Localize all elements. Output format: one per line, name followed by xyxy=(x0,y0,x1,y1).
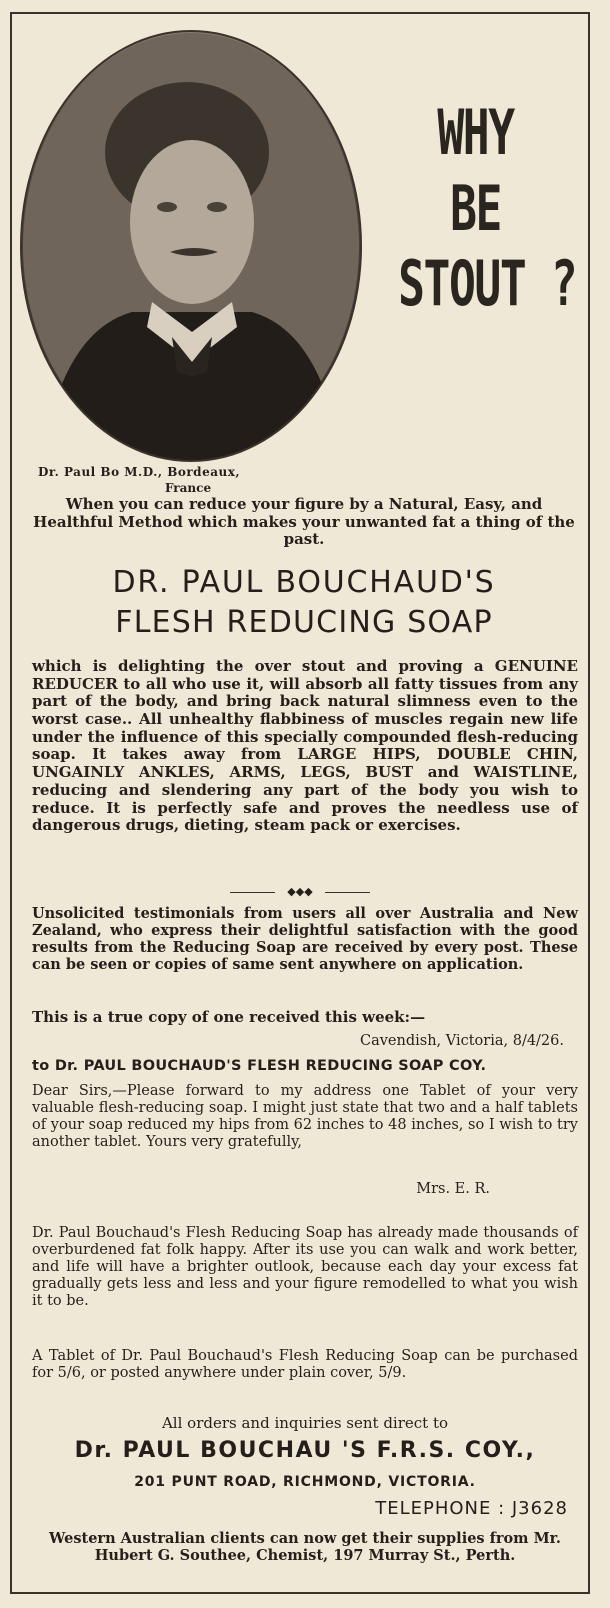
product-title-line-1: DR. PAUL BOUCHAUD'S xyxy=(112,565,496,600)
telephone-number: TELEPHONE : J3628 xyxy=(375,1498,568,1519)
letter-recipient: to Dr. PAUL BOUCHAUD'S FLESH REDUCING SOAP COY. xyxy=(32,1058,487,1074)
portrait-illustration xyxy=(22,32,360,460)
headline xyxy=(398,95,577,322)
headline-line-3: STOUT ? xyxy=(398,247,577,321)
benefits-paragraph: Dr. Paul Bouchaud's Flesh Reducing Soap has already made thousands of overburdened fat folk happy. After its use you can walk and work better, and life will have a brighter outlook, because each day your excess fat gradually gets less and less and your figure remodelled to what you wish it to be. xyxy=(32,1225,578,1310)
price-paragraph: A Tablet of Dr. Paul Bouchaud's Flesh Reducing Soap can be purchased for 5/6, or posted anywhere under plain cover, 5/9. xyxy=(32,1348,578,1382)
headline-line-2: BE xyxy=(450,171,501,245)
company-address: 201 PUNT ROAD, RICHMOND, VICTORIA. xyxy=(134,1474,476,1490)
product-title-line-2: FLESH REDUCING SOAP xyxy=(115,604,493,640)
orders-line: All orders and inquiries sent direct to xyxy=(161,1414,449,1432)
portrait-caption-country: France xyxy=(165,481,212,495)
product-description: which is delighting the over stout and proving a GENUINE REDUCER to all who use it, will absorb all fatty tissues from any part of the body, and bring back natural slimness even to the worst case.. All unhealthy flabbiness of muscles regain new life under the influence of this specially compounded flesh-reducing soap. It takes away from LARGE HIPS, DOUBLE CHIN, UNGAINLY ANKLES, ARMS, LEGS, BUST and WAISTLINE, reducing and slendering any part of the body you wish to reduce. It is perfectly safe and proves the needless use of dangerous drugs, dieting, steam pack or exercises. xyxy=(32,657,578,835)
headline-line-1: WHY xyxy=(437,96,514,169)
western-australia-notice: Western Australian clients can now get their supplies from Mr. Hubert G. Southee, Chemist, 197 Murray St., Perth. xyxy=(49,1530,561,1565)
letter-place-date: Cavendish, Victoria, 8/4/26. xyxy=(359,1033,564,1049)
company-name: Dr. PAUL BOUCHAU 'S F.R.S. COY., xyxy=(74,1438,536,1463)
true-copy-line: This is a true copy of one received this week:— xyxy=(32,1008,426,1026)
product-title xyxy=(28,563,580,643)
intro-text: When you can reduce your figure by a Natural, Easy, and Healthful Method which makes your unwanted fat a thing of the past. xyxy=(33,495,575,549)
doctor-portrait xyxy=(20,30,362,462)
portrait-caption: Dr. Paul Bo M.D., Bordeaux, xyxy=(38,465,241,479)
letter-body: Dear Sirs,—Please forward to my address one Tablet of your very valuable flesh-reducing soap. I might just state that two and a half tablets of your soap reduced my hips from 62 inches to 48 inches, so I wish to try another tablet. Yours very gratefully, xyxy=(32,1083,578,1151)
letter-signoff: Mrs. E. R. xyxy=(416,1181,490,1197)
testimonials-text: Unsolicited testimonials from users all over Australia and New Zealand, who express their delightful satisfaction with the good results from the Reducing Soap are received by every post. These can be seen or copies of same sent anywhere on application. xyxy=(32,905,578,974)
ornament-divider: ◆◆◆ xyxy=(230,885,370,899)
